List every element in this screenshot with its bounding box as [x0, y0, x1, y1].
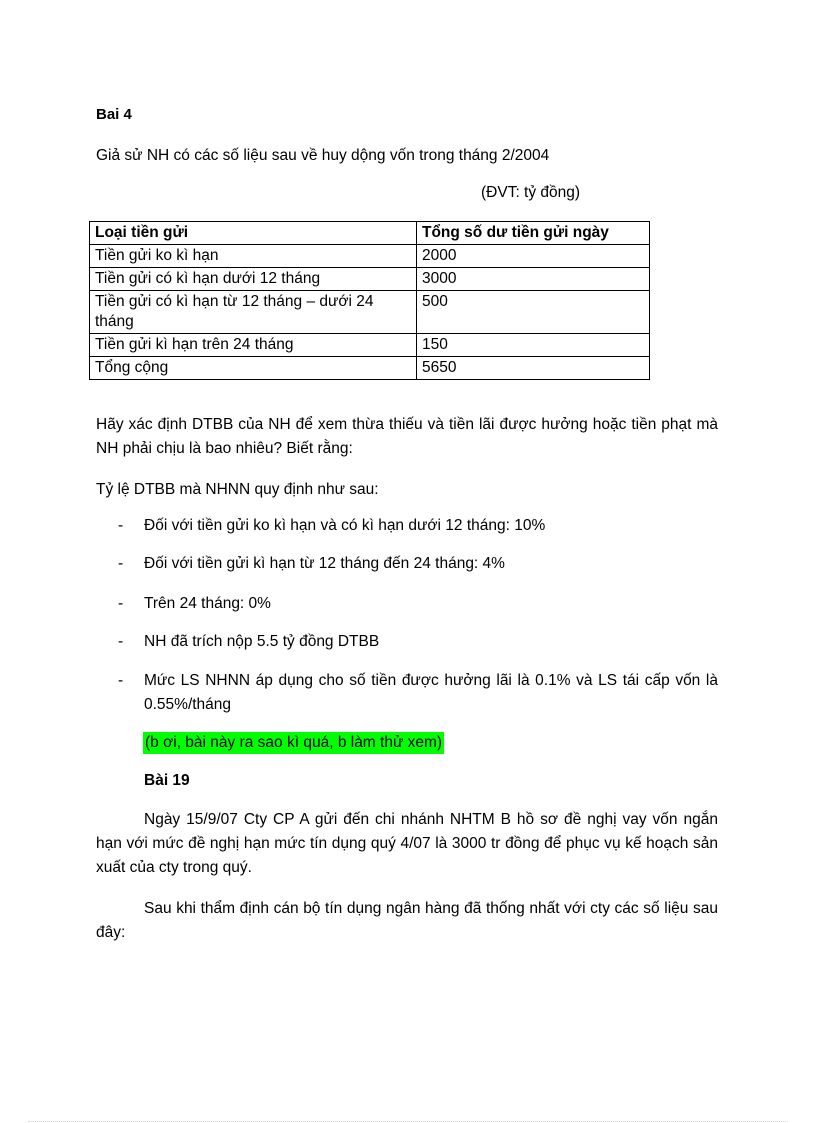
paragraph-appraisal: Sau khi thẩm định cán bộ tín dụng ngân hàng đã thống nhất với cty các số liệu sau đây: [96, 900, 718, 941]
list-item-text: NH đã trích nộp 5.5 tỷ đồng DTBB [144, 633, 380, 650]
paragraph-loan-request: Ngày 15/9/07 Cty CP A gửi đến chi nhánh NHTM B hồ sơ đề nghị vay vốn ngắn hạn với mức đề nghị hạn mức tín dụng quý 4/07 là 3000 tr đồng để phục vụ kế hoạch sản xuất của cty trong quý. [96, 811, 718, 876]
table-cell: 500 [417, 291, 650, 334]
table-cell: Tiền gửi có kì hạn từ 12 tháng – dưới 24 tháng [90, 291, 417, 334]
list-item-text: Đối với tiền gửi kì hạn từ 12 tháng đến 24 tháng: 4% [144, 555, 505, 572]
table-cell: Tiền gửi có kì hạn dưới 12 tháng [90, 268, 417, 291]
list-item-text: Trên 24 tháng: 0% [144, 595, 271, 612]
exercise-title-bai-4: Bai 4 [96, 106, 132, 123]
unit-label: (ĐVT: tỷ đồng) [481, 184, 581, 201]
table-row [90, 334, 650, 357]
bullet-dash: - [118, 595, 124, 612]
table-cell: 3000 [417, 268, 650, 291]
exercise-title-bai-19: Bài 19 [144, 772, 190, 789]
highlighted-note: (b ơi, bài này ra sao kì quá, b làm thử xem) [143, 732, 444, 754]
table-row [90, 291, 650, 334]
bullet-dash: - [118, 555, 124, 572]
question-paragraph: Hãy xác định DTBB của NH để xem thừa thiếu và tiền lãi được hưởng hoặc tiền phạt mà NH phải chịu là bao nhiêu? Biết rằng: [96, 416, 718, 457]
page-bottom-divider [28, 1121, 788, 1122]
bullet-dash: - [118, 633, 124, 650]
table-cell: Tiền gửi ko kì hạn [90, 245, 417, 268]
list-item-text: Đối với tiền gửi ko kì hạn và có kì hạn dưới 12 tháng: 10% [144, 517, 546, 534]
bullet-dash: - [118, 517, 124, 534]
list-item-text: Mức LS NHNN áp dụng cho số tiền được hưởng lãi là 0.1% và LS tái cấp vốn là 0.55%/tháng [144, 672, 718, 713]
table-cell: 5650 [417, 357, 650, 380]
table-cell: 2000 [417, 245, 650, 268]
deposit-table [89, 221, 650, 380]
rate-intro-text: Tỷ lệ DTBB mà NHNN quy định như sau: [96, 481, 379, 498]
bullet-dash: - [118, 672, 124, 689]
intro-text: Giả sử NH có các số liệu sau về huy dộng vốn trong tháng 2/2004 [96, 147, 550, 164]
table-cell: 150 [417, 334, 650, 357]
table-header-row [90, 222, 650, 245]
table-row [90, 268, 650, 291]
table-row [90, 245, 650, 268]
table-cell: Tiền gửi kì hạn trên 24 tháng [90, 334, 417, 357]
table-cell: Tổng cộng [90, 357, 417, 380]
table-header-cell: Tổng số dư tiền gửi ngày [417, 222, 650, 245]
table-row-total [90, 357, 650, 380]
table-header-cell: Loại tiền gửi [90, 222, 417, 245]
